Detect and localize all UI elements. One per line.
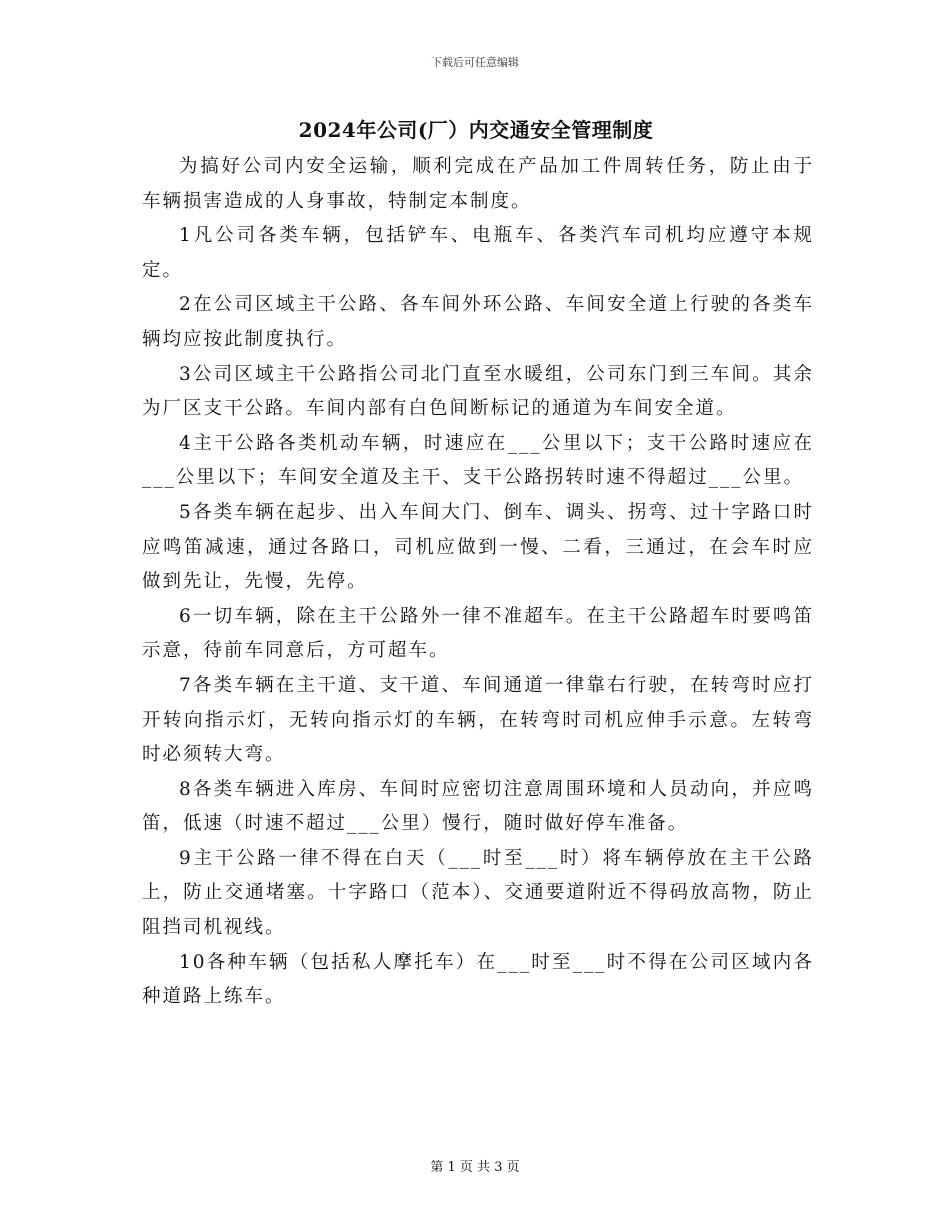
paragraph-rule-8: 8各类车辆进入库房、车间时应密切注意周围环境和人员动向，并应鸣笛，低速（时速不超过___公里）慢行，随时做好停车准备。	[142, 778, 814, 835]
page-number: 第 1 页 共 3 页	[430, 1160, 520, 1175]
paragraph-rule-1: 1凡公司各类车辆，包括铲车、电瓶车、各类汽车司机均应遵守本规定。	[142, 225, 814, 281]
paragraph-rule-10: 10各种车辆（包括私人摩托车）在___时至___时不得在公司区域内各种道路上练车。	[142, 951, 814, 1008]
header-note: 下载后可任意编辑	[431, 56, 519, 69]
paragraph-rule-7: 7各类车辆在主干道、支干道、车间通道一律靠右行驶，在转弯时应打开转向指示灯，无转向指示灯的车辆，在转弯时司机应伸手示意。左转弯时必须转大弯。	[142, 674, 814, 766]
paragraph-rule-6: 6一切车辆，除在主干公路外一律不准超车。在主干公路超车时要鸣笛示意，待前车同意后，方可超车。	[142, 605, 814, 662]
document-body	[142, 150, 814, 1015]
paragraph-intro: 为搞好公司内安全运输，顺利完成在产品加工件周转任务，防止由于车辆损害造成的人身事故，特制定本制度。	[142, 156, 814, 212]
paragraph-rule-2: 2在公司区域主干公路、各车间外环公路、车间安全道上行驶的各类车辆均应按此制度执行。	[142, 294, 814, 350]
document-title: 2024年公司(厂）内交通安全管理制度	[298, 118, 654, 142]
paragraph-rule-5: 5各类车辆在起步、出入车间大门、倒车、调头、拐弯、过十字路口时应鸣笛减速，通过各路口，司机应做到一慢、二看，三通过，在会车时应做到先让，先慢，先停。	[142, 501, 814, 593]
paragraph-rule-3: 3公司区域主干公路指公司北门直至水暖组，公司东门到三车间。其余为厂区支干公路。车间内部有白色间断标记的通道为车间安全道。	[142, 363, 814, 420]
paragraph-rule-9: 9主干公路一律不得在白天（___时至___时）将车辆停放在主干公路上，防止交通堵塞。十字路口（范本）、交通要道附近不得码放高物，防止阻挡司机视线。	[142, 847, 814, 939]
paragraph-rule-4: 4主干公路各类机动车辆，时速应在___公里以下；支干公路时速应在___公里以下；车间安全道及主干、支干公路拐转时速不得超过___公里。	[142, 432, 814, 489]
